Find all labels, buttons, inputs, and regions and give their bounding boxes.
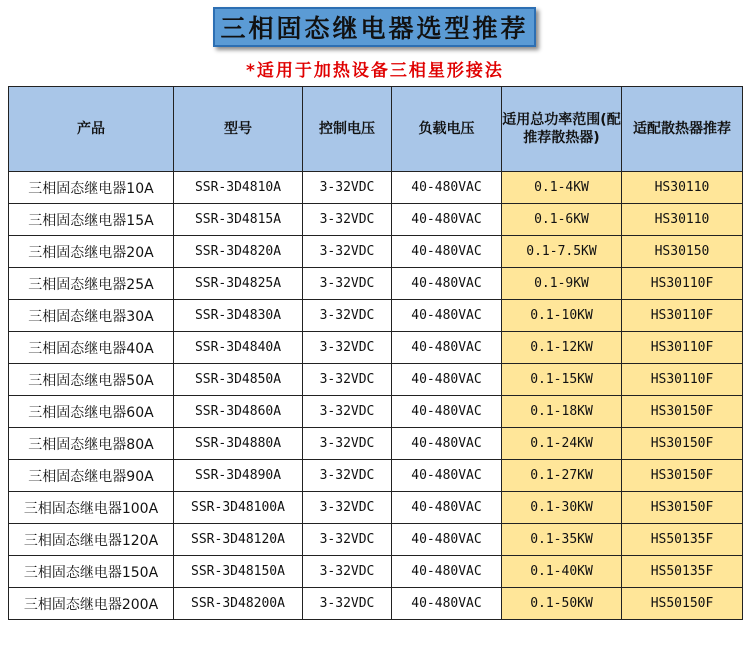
header-load-voltage: 负载电压 bbox=[392, 87, 502, 172]
cell-heatsink: HS30110F bbox=[622, 364, 743, 396]
selection-table bbox=[8, 86, 743, 620]
table-row bbox=[9, 236, 743, 268]
cell-load-voltage: 40-480VAC bbox=[392, 204, 502, 236]
table-row bbox=[9, 332, 743, 364]
header-power-range: 适用总功率范围(配推荐散热器) bbox=[502, 87, 622, 172]
cell-power-range: 0.1-10KW bbox=[502, 300, 622, 332]
table-row bbox=[9, 300, 743, 332]
cell-model: SSR-3D4810A bbox=[174, 172, 303, 204]
cell-product: 三相固态继电器80A bbox=[9, 428, 174, 460]
cell-power-range: 0.1-50KW bbox=[502, 588, 622, 620]
cell-load-voltage: 40-480VAC bbox=[392, 332, 502, 364]
cell-heatsink: HS30110 bbox=[622, 204, 743, 236]
cell-control-voltage: 3-32VDC bbox=[303, 492, 392, 524]
cell-model: SSR-3D4825A bbox=[174, 268, 303, 300]
cell-load-voltage: 40-480VAC bbox=[392, 460, 502, 492]
cell-control-voltage: 3-32VDC bbox=[303, 524, 392, 556]
cell-control-voltage: 3-32VDC bbox=[303, 396, 392, 428]
cell-product: 三相固态继电器40A bbox=[9, 332, 174, 364]
cell-control-voltage: 3-32VDC bbox=[303, 588, 392, 620]
cell-power-range: 0.1-30KW bbox=[502, 492, 622, 524]
cell-heatsink: HS50135F bbox=[622, 556, 743, 588]
cell-model: SSR-3D4860A bbox=[174, 396, 303, 428]
table-row bbox=[9, 396, 743, 428]
cell-control-voltage: 3-32VDC bbox=[303, 268, 392, 300]
table-row bbox=[9, 204, 743, 236]
cell-product: 三相固态继电器20A bbox=[9, 236, 174, 268]
table-row bbox=[9, 524, 743, 556]
cell-heatsink: HS50135F bbox=[622, 524, 743, 556]
cell-model: SSR-3D4880A bbox=[174, 428, 303, 460]
cell-model: SSR-3D4820A bbox=[174, 236, 303, 268]
cell-model: SSR-3D48120A bbox=[174, 524, 303, 556]
cell-product: 三相固态继电器200A bbox=[9, 588, 174, 620]
cell-model: SSR-3D48100A bbox=[174, 492, 303, 524]
table-row bbox=[9, 492, 743, 524]
cell-load-voltage: 40-480VAC bbox=[392, 268, 502, 300]
header-heatsink: 适配散热器推荐 bbox=[622, 87, 743, 172]
table-header-row bbox=[9, 87, 743, 172]
table-row bbox=[9, 428, 743, 460]
cell-heatsink: HS30150F bbox=[622, 396, 743, 428]
table-row bbox=[9, 588, 743, 620]
cell-model: SSR-3D48200A bbox=[174, 588, 303, 620]
header-model: 型号 bbox=[174, 87, 303, 172]
table-row bbox=[9, 172, 743, 204]
cell-load-voltage: 40-480VAC bbox=[392, 172, 502, 204]
cell-model: SSR-3D4815A bbox=[174, 204, 303, 236]
cell-heatsink: HS30150F bbox=[622, 460, 743, 492]
cell-control-voltage: 3-32VDC bbox=[303, 204, 392, 236]
cell-control-voltage: 3-32VDC bbox=[303, 236, 392, 268]
cell-model: SSR-3D4830A bbox=[174, 300, 303, 332]
cell-power-range: 0.1-9KW bbox=[502, 268, 622, 300]
cell-control-voltage: 3-32VDC bbox=[303, 300, 392, 332]
cell-power-range: 0.1-18KW bbox=[502, 396, 622, 428]
cell-heatsink: HS30150F bbox=[622, 428, 743, 460]
cell-load-voltage: 40-480VAC bbox=[392, 492, 502, 524]
cell-power-range: 0.1-7.5KW bbox=[502, 236, 622, 268]
table-row bbox=[9, 364, 743, 396]
subtitle-note: *适用于加热设备三相星形接法 bbox=[246, 61, 504, 81]
cell-model: SSR-3D4840A bbox=[174, 332, 303, 364]
cell-heatsink: HS30110F bbox=[622, 268, 743, 300]
cell-product: 三相固态继电器150A bbox=[9, 556, 174, 588]
cell-control-voltage: 3-32VDC bbox=[303, 556, 392, 588]
cell-product: 三相固态继电器10A bbox=[9, 172, 174, 204]
cell-control-voltage: 3-32VDC bbox=[303, 172, 392, 204]
cell-load-voltage: 40-480VAC bbox=[392, 236, 502, 268]
cell-product: 三相固态继电器90A bbox=[9, 460, 174, 492]
cell-power-range: 0.1-15KW bbox=[502, 364, 622, 396]
cell-control-voltage: 3-32VDC bbox=[303, 428, 392, 460]
table-row bbox=[9, 460, 743, 492]
cell-load-voltage: 40-480VAC bbox=[392, 300, 502, 332]
cell-heatsink: HS30110F bbox=[622, 300, 743, 332]
cell-load-voltage: 40-480VAC bbox=[392, 428, 502, 460]
cell-product: 三相固态继电器60A bbox=[9, 396, 174, 428]
cell-model: SSR-3D4850A bbox=[174, 364, 303, 396]
cell-load-voltage: 40-480VAC bbox=[392, 364, 502, 396]
cell-load-voltage: 40-480VAC bbox=[392, 396, 502, 428]
cell-model: SSR-3D48150A bbox=[174, 556, 303, 588]
cell-product: 三相固态继电器25A bbox=[9, 268, 174, 300]
cell-power-range: 0.1-35KW bbox=[502, 524, 622, 556]
cell-heatsink: HS50150F bbox=[622, 588, 743, 620]
header-product: 产品 bbox=[9, 87, 174, 172]
cell-product: 三相固态继电器50A bbox=[9, 364, 174, 396]
cell-product: 三相固态继电器15A bbox=[9, 204, 174, 236]
cell-control-voltage: 3-32VDC bbox=[303, 460, 392, 492]
cell-product: 三相固态继电器100A bbox=[9, 492, 174, 524]
cell-power-range: 0.1-24KW bbox=[502, 428, 622, 460]
cell-heatsink: HS30110F bbox=[622, 332, 743, 364]
cell-heatsink: HS30110 bbox=[622, 172, 743, 204]
cell-power-range: 0.1-40KW bbox=[502, 556, 622, 588]
cell-load-voltage: 40-480VAC bbox=[392, 588, 502, 620]
cell-control-voltage: 3-32VDC bbox=[303, 332, 392, 364]
cell-product: 三相固态继电器30A bbox=[9, 300, 174, 332]
cell-model: SSR-3D4890A bbox=[174, 460, 303, 492]
cell-heatsink: HS30150 bbox=[622, 236, 743, 268]
cell-power-range: 0.1-27KW bbox=[502, 460, 622, 492]
cell-control-voltage: 3-32VDC bbox=[303, 364, 392, 396]
cell-power-range: 0.1-4KW bbox=[502, 172, 622, 204]
cell-load-voltage: 40-480VAC bbox=[392, 556, 502, 588]
header-control-voltage: 控制电压 bbox=[303, 87, 392, 172]
table-row bbox=[9, 556, 743, 588]
cell-power-range: 0.1-12KW bbox=[502, 332, 622, 364]
cell-product: 三相固态继电器120A bbox=[9, 524, 174, 556]
cell-load-voltage: 40-480VAC bbox=[392, 524, 502, 556]
table-row bbox=[9, 268, 743, 300]
page-title: 三相固态继电器选型推荐 bbox=[213, 7, 536, 47]
cell-power-range: 0.1-6KW bbox=[502, 204, 622, 236]
cell-heatsink: HS30150F bbox=[622, 492, 743, 524]
